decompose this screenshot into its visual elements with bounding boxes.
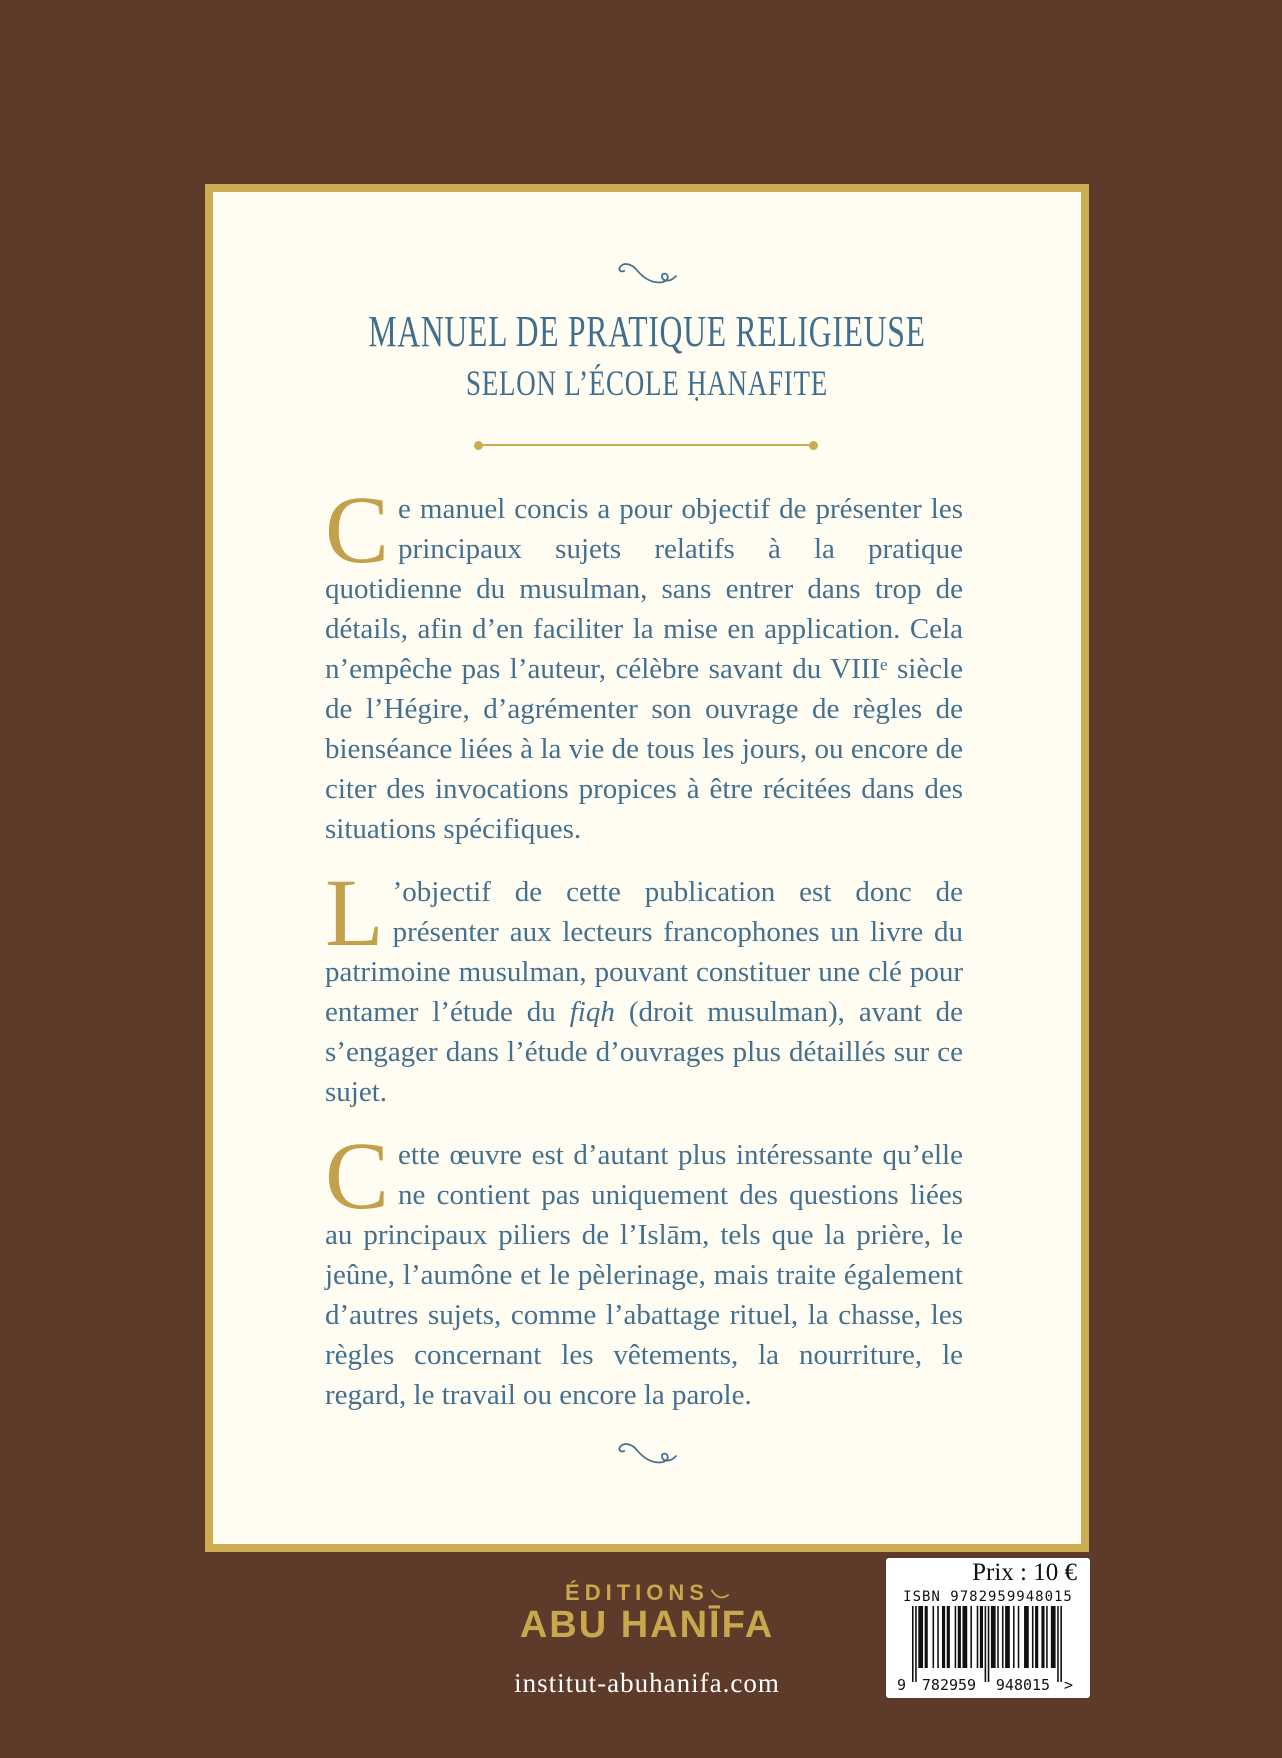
dropcap-3: C xyxy=(325,1122,390,1229)
publisher-website: institut-abuhanifa.com xyxy=(514,1668,780,1698)
svg-text:782959: 782959 xyxy=(921,1676,977,1694)
paragraph-3-text: ette œuvre est d’autant plus intéressante qu’elle ne contient pas uniquement des questions liées au principaux piliers de l’Islām, tels que la prière, le jeûne, l’aumône et le pèlerinage, mais traite également d’autres sujets, comme l’abattage rituel, la chasse, les règles concernant les vêtements, la nourriture, le regard, le travail ou encore la parole. xyxy=(325,1139,963,1411)
divider-line xyxy=(483,444,809,446)
page-subtitle: SELON L’ÉCOLE ḤANAFITE xyxy=(466,363,828,403)
divider-dot-right xyxy=(809,441,818,450)
divider-dot-left xyxy=(474,441,483,450)
paragraph-2-text-after: (droit musulman), avant de s’engager dans l’étude d’ouvrages plus détaillés sur ce sujet. xyxy=(325,996,963,1108)
paragraph-2-italic-term: fiqh xyxy=(569,996,615,1028)
back-cover-text xyxy=(325,476,963,1415)
ean13-barcode-icon xyxy=(896,1606,1080,1694)
paragraph-1 xyxy=(325,476,963,849)
paragraph-2 xyxy=(325,859,963,1112)
price-label: Prix : 10 € xyxy=(972,1559,1077,1586)
flourish-bottom-icon xyxy=(616,1438,678,1470)
svg-text:948015: 948015 xyxy=(995,1676,1051,1694)
dropcap-2: L xyxy=(325,859,384,966)
paragraph-3 xyxy=(325,1122,963,1415)
ornamental-divider xyxy=(474,437,818,453)
paragraph-2-text-before: ’objectif de cette publication est donc de présenter aux lecteurs francophones un livre du patrimoine musulman, pouvant constituer une clé pour entamer l’étude du xyxy=(325,876,963,1028)
isbn-label: ISBN 9782959948015 xyxy=(903,1589,1073,1605)
dropcap-1: C xyxy=(325,476,390,583)
page-title: MANUEL DE PRATIQUE RELIGIEUSE xyxy=(368,307,926,356)
paragraph-1-text: e manuel concis a pour objectif de présenter les principaux sujets relatifs à la pratique quotidienne du musulman, sans entrer dans trop de détails, afin d’en faciliter la mise en application. Cela n’empêche pas l’auteur, célèbre savant du VIIIᵉ siècle de l’Hégire, d’agrémenter son ouvrage de règles de bienséance liées à la vie de tous les jours, ou encore de citer des invocations propices à être récitées dans des situations spécifiques. xyxy=(325,493,963,845)
flourish-top-icon xyxy=(616,258,678,290)
logo-flourish-icon xyxy=(711,1588,729,1602)
svg-text:9: 9 xyxy=(897,1676,907,1694)
publisher-label: ÉDITIONS xyxy=(565,1580,709,1605)
svg-text:>: > xyxy=(1064,1676,1074,1694)
barcode-panel xyxy=(886,1558,1090,1698)
publisher-name: ABU HANĪFA xyxy=(519,1604,775,1646)
